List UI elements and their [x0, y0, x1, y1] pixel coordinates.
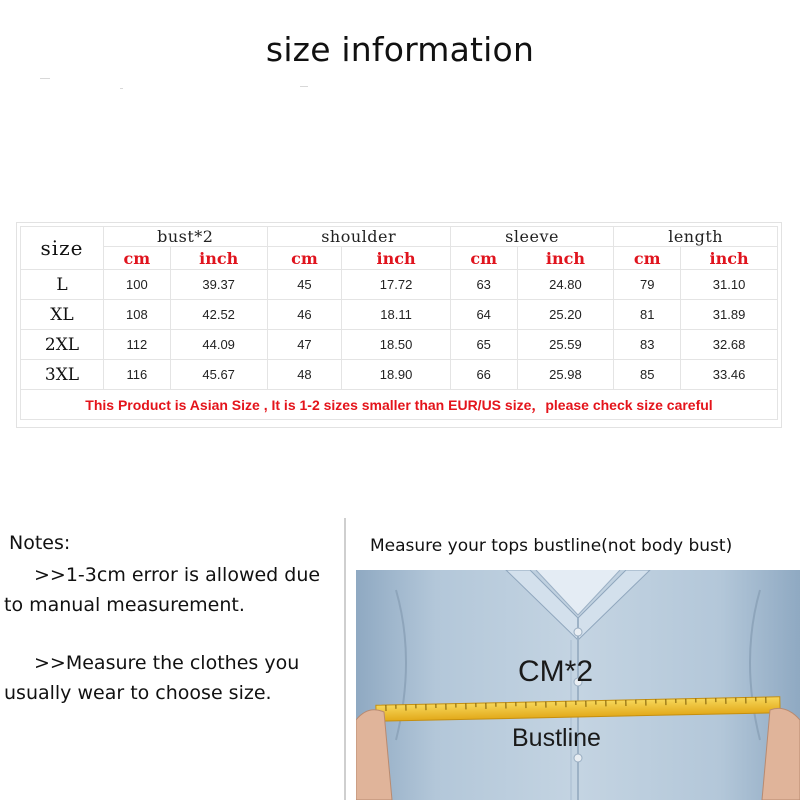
- table-cell: 63: [450, 270, 517, 300]
- group-sleeve: sleeve: [450, 227, 614, 247]
- table-cell: 39.37: [170, 270, 267, 300]
- notes-heading: Notes:: [9, 532, 71, 554]
- divider: [40, 78, 50, 79]
- table-cell: 83: [614, 330, 681, 360]
- divider: [120, 88, 123, 89]
- page-title: size information: [265, 30, 535, 69]
- table-cell: 48: [267, 360, 342, 390]
- table-cell: 47: [267, 330, 342, 360]
- table-cell: 64: [450, 300, 517, 330]
- table-cell: 66: [450, 360, 517, 390]
- unit-inch: inch: [170, 247, 267, 270]
- notes-line: >>1-3cm error is allowed due: [34, 564, 321, 586]
- divider: [300, 86, 308, 87]
- measure-title: Measure your tops bustline(not body bust): [370, 536, 733, 556]
- table-cell: 17.72: [342, 270, 450, 300]
- table-cell: 24.80: [517, 270, 614, 300]
- unit-cm: cm: [614, 247, 681, 270]
- size-grid: [20, 226, 778, 420]
- unit-inch: inch: [342, 247, 450, 270]
- table-cell: 25.98: [517, 360, 614, 390]
- table-row: [21, 270, 778, 300]
- table-cell: 79: [614, 270, 681, 300]
- table-cell: 85: [614, 360, 681, 390]
- table-row: [21, 330, 778, 360]
- table-cell: 108: [104, 300, 171, 330]
- unit-cm: cm: [267, 247, 342, 270]
- table-cell: 42.52: [170, 300, 267, 330]
- bustline-label: Bustline: [512, 724, 601, 752]
- table-cell: 31.10: [681, 270, 778, 300]
- unit-cm: cm: [104, 247, 171, 270]
- table-cell: 65: [450, 330, 517, 360]
- table-cell: 81: [614, 300, 681, 330]
- unit-cm: cm: [450, 247, 517, 270]
- table-cell: 45: [267, 270, 342, 300]
- notes-line: usually wear to choose size.: [4, 682, 272, 704]
- group-shoulder: shoulder: [267, 227, 450, 247]
- table-cell: 100: [104, 270, 171, 300]
- table-cell: 46: [267, 300, 342, 330]
- table-cell: 116: [104, 360, 171, 390]
- size-label: 2XL: [21, 330, 104, 360]
- table-cell: 112: [104, 330, 171, 360]
- table-row: [21, 300, 778, 330]
- size-label: L: [21, 270, 104, 300]
- table-cell: 18.11: [342, 300, 450, 330]
- size-table: [16, 222, 782, 428]
- table-cell: 32.68: [681, 330, 778, 360]
- notes-line: >>Measure the clothes you: [34, 652, 300, 674]
- divider: [344, 518, 346, 800]
- table-cell: 44.09: [170, 330, 267, 360]
- notes-line: to manual measurement.: [4, 594, 245, 616]
- table-cell: 45.67: [170, 360, 267, 390]
- table-cell: 25.59: [517, 330, 614, 360]
- size-header: size: [21, 227, 104, 270]
- table-cell: 25.20: [517, 300, 614, 330]
- group-bust: bust*2: [104, 227, 268, 247]
- size-label: XL: [21, 300, 104, 330]
- unit-inch: inch: [517, 247, 614, 270]
- table-row: [21, 360, 778, 390]
- size-notice: This Product is Asian Size , It is 1-2 sizes smaller than EUR/US size，please check size careful: [21, 390, 778, 420]
- unit-inch: inch: [681, 247, 778, 270]
- group-length: length: [614, 227, 778, 247]
- table-cell: 18.90: [342, 360, 450, 390]
- table-cell: 33.46: [681, 360, 778, 390]
- size-label: 3XL: [21, 360, 104, 390]
- table-cell: 18.50: [342, 330, 450, 360]
- table-cell: 31.89: [681, 300, 778, 330]
- cm-times-two-label: CM*2: [518, 655, 594, 688]
